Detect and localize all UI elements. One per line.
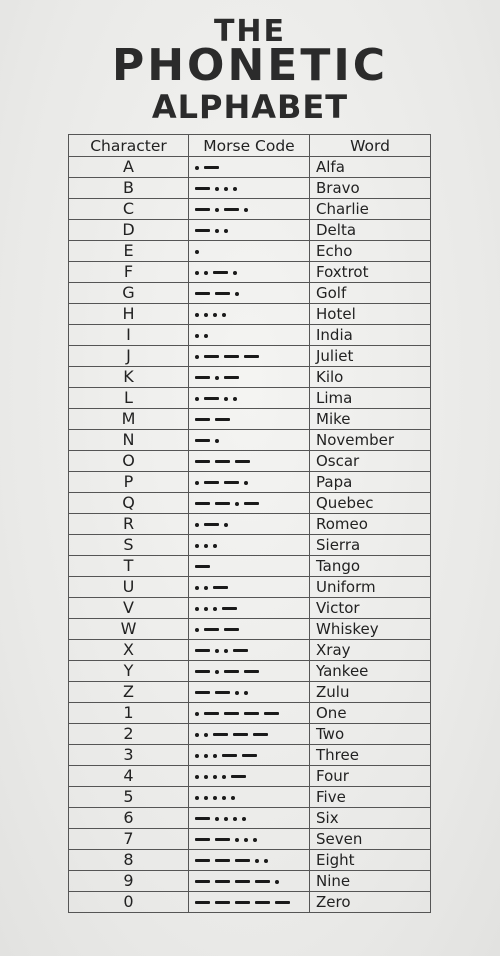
morse-dash-icon — [215, 418, 230, 421]
word-cell: One — [310, 703, 431, 724]
morse-dash-icon — [195, 418, 210, 421]
morse-dash-icon — [213, 586, 228, 589]
morse-dot-icon — [231, 796, 235, 800]
morse-code-cell — [189, 388, 310, 409]
morse-dash-icon — [215, 838, 230, 841]
word-cell: Seven — [310, 829, 431, 850]
table-row — [69, 745, 431, 766]
morse-dash-icon — [215, 292, 230, 295]
table-row — [69, 808, 431, 829]
morse-code-cell — [189, 556, 310, 577]
morse-dash-icon — [244, 670, 259, 673]
morse-dash-icon — [224, 355, 239, 358]
morse-code-cell — [189, 325, 310, 346]
table-row — [69, 535, 431, 556]
character-cell: O — [69, 451, 189, 472]
character-cell: 2 — [69, 724, 189, 745]
morse-dot-icon — [213, 754, 217, 758]
morse-dash-icon — [204, 166, 219, 169]
word-cell: Quebec — [310, 493, 431, 514]
morse-dot-icon — [213, 544, 217, 548]
title-line-2: PHONETIC — [111, 40, 389, 91]
word-cell: Whiskey — [310, 619, 431, 640]
morse-dash-icon — [222, 754, 237, 757]
morse-code-cell — [189, 514, 310, 535]
word-cell: Juliet — [310, 346, 431, 367]
morse-dash-icon — [244, 712, 259, 715]
morse-code-cell — [189, 493, 310, 514]
character-cell: H — [69, 304, 189, 325]
morse-dash-icon — [213, 733, 228, 736]
word-cell: Golf — [310, 283, 431, 304]
morse-dot-icon — [204, 733, 208, 737]
morse-dash-icon — [195, 187, 210, 190]
morse-dash-icon — [204, 523, 219, 526]
morse-dot-icon — [235, 691, 239, 695]
morse-code-cell — [189, 157, 310, 178]
morse-code-cell — [189, 598, 310, 619]
morse-code-cell — [189, 535, 310, 556]
word-cell: Papa — [310, 472, 431, 493]
header-word: Word — [310, 135, 431, 157]
word-cell: Mike — [310, 409, 431, 430]
morse-dot-icon — [213, 775, 217, 779]
table-row — [69, 451, 431, 472]
header-morse-code: Morse Code — [189, 135, 310, 157]
morse-dot-icon — [195, 544, 199, 548]
character-cell: 3 — [69, 745, 189, 766]
morse-dot-icon — [204, 586, 208, 590]
word-cell: Lima — [310, 388, 431, 409]
morse-dash-icon — [195, 691, 210, 694]
morse-dash-icon — [195, 838, 210, 841]
morse-dot-icon — [244, 691, 248, 695]
morse-dot-icon — [233, 397, 237, 401]
morse-dash-icon — [215, 460, 230, 463]
morse-dot-icon — [215, 208, 219, 212]
morse-code-cell — [189, 619, 310, 640]
table-row — [69, 556, 431, 577]
morse-dot-icon — [215, 439, 219, 443]
title-line-3: ALPHABET — [151, 88, 349, 126]
character-cell: Z — [69, 682, 189, 703]
morse-dot-icon — [222, 775, 226, 779]
character-cell: 1 — [69, 703, 189, 724]
character-cell: 9 — [69, 871, 189, 892]
morse-dash-icon — [275, 901, 290, 904]
table-row — [69, 430, 431, 451]
morse-dot-icon — [215, 376, 219, 380]
morse-code-cell — [189, 682, 310, 703]
character-cell: 4 — [69, 766, 189, 787]
word-cell: Kilo — [310, 367, 431, 388]
word-cell: Alfa — [310, 157, 431, 178]
morse-code-cell — [189, 220, 310, 241]
morse-dash-icon — [213, 271, 228, 274]
word-cell: Echo — [310, 241, 431, 262]
morse-dot-icon — [224, 229, 228, 233]
morse-dot-icon — [213, 313, 217, 317]
morse-code-cell — [189, 724, 310, 745]
morse-dash-icon — [244, 355, 259, 358]
word-cell: Three — [310, 745, 431, 766]
morse-dash-icon — [195, 208, 210, 211]
morse-dash-icon — [253, 733, 268, 736]
morse-dot-icon — [195, 796, 199, 800]
morse-dash-icon — [195, 565, 210, 568]
table-row — [69, 766, 431, 787]
word-cell: Two — [310, 724, 431, 745]
morse-dash-icon — [242, 754, 257, 757]
morse-dot-icon — [204, 334, 208, 338]
morse-code-cell — [189, 745, 310, 766]
word-cell: Oscar — [310, 451, 431, 472]
morse-dash-icon — [204, 397, 219, 400]
character-cell: 0 — [69, 892, 189, 913]
morse-dash-icon — [235, 901, 250, 904]
morse-code-cell — [189, 892, 310, 913]
morse-dash-icon — [231, 775, 246, 778]
morse-dot-icon — [235, 292, 239, 296]
morse-dot-icon — [224, 187, 228, 191]
morse-dot-icon — [224, 649, 228, 653]
morse-dot-icon — [195, 712, 199, 716]
word-cell: Victor — [310, 598, 431, 619]
morse-dot-icon — [215, 229, 219, 233]
morse-code-cell — [189, 703, 310, 724]
morse-code-cell — [189, 661, 310, 682]
table-row — [69, 367, 431, 388]
morse-dot-icon — [235, 502, 239, 506]
character-cell: E — [69, 241, 189, 262]
morse-dot-icon — [233, 817, 237, 821]
morse-code-cell — [189, 787, 310, 808]
morse-code-cell — [189, 367, 310, 388]
character-cell: 8 — [69, 850, 189, 871]
header-character: Character — [69, 135, 189, 157]
title-line-1: THE — [213, 14, 287, 49]
morse-code-cell — [189, 829, 310, 850]
character-cell: L — [69, 388, 189, 409]
table-row — [69, 241, 431, 262]
morse-dash-icon — [195, 229, 210, 232]
word-cell: Xray — [310, 640, 431, 661]
character-cell: T — [69, 556, 189, 577]
word-cell: Bravo — [310, 178, 431, 199]
word-cell: Hotel — [310, 304, 431, 325]
morse-dot-icon — [235, 838, 239, 842]
word-cell: Zulu — [310, 682, 431, 703]
morse-dot-icon — [195, 733, 199, 737]
table-row — [69, 283, 431, 304]
morse-code-cell — [189, 850, 310, 871]
morse-dot-icon — [195, 271, 199, 275]
morse-dot-icon — [195, 607, 199, 611]
morse-dot-icon — [224, 397, 228, 401]
morse-dash-icon — [264, 712, 279, 715]
table-row — [69, 577, 431, 598]
table-row — [69, 619, 431, 640]
character-cell: V — [69, 598, 189, 619]
morse-dot-icon — [215, 187, 219, 191]
table-row — [69, 472, 431, 493]
morse-dash-icon — [255, 880, 270, 883]
table-row — [69, 514, 431, 535]
phonetic-alphabet-table — [68, 134, 431, 913]
word-cell: November — [310, 430, 431, 451]
character-cell: D — [69, 220, 189, 241]
morse-dot-icon — [264, 859, 268, 863]
character-cell: A — [69, 157, 189, 178]
table-header-row — [69, 135, 431, 157]
word-cell: Charlie — [310, 199, 431, 220]
morse-dot-icon — [255, 859, 259, 863]
morse-dot-icon — [224, 817, 228, 821]
morse-dash-icon — [195, 817, 210, 820]
character-cell: X — [69, 640, 189, 661]
morse-dot-icon — [215, 817, 219, 821]
table-row — [69, 304, 431, 325]
morse-dot-icon — [275, 880, 279, 884]
character-cell: K — [69, 367, 189, 388]
morse-dash-icon — [224, 628, 239, 631]
morse-dot-icon — [204, 271, 208, 275]
table-row — [69, 871, 431, 892]
morse-code-cell — [189, 283, 310, 304]
morse-dot-icon — [213, 607, 217, 611]
morse-dot-icon — [195, 355, 199, 359]
morse-dot-icon — [213, 796, 217, 800]
word-cell: Tango — [310, 556, 431, 577]
word-cell: Nine — [310, 871, 431, 892]
character-cell: W — [69, 619, 189, 640]
character-cell: Y — [69, 661, 189, 682]
table-row — [69, 346, 431, 367]
morse-code-cell — [189, 178, 310, 199]
morse-code-cell — [189, 808, 310, 829]
morse-dot-icon — [253, 838, 257, 842]
character-cell: Q — [69, 493, 189, 514]
morse-dot-icon — [204, 607, 208, 611]
morse-dash-icon — [195, 859, 210, 862]
table-row — [69, 220, 431, 241]
character-cell: G — [69, 283, 189, 304]
character-cell: F — [69, 262, 189, 283]
table-row — [69, 892, 431, 913]
morse-code-cell — [189, 409, 310, 430]
morse-dot-icon — [195, 523, 199, 527]
table-row — [69, 703, 431, 724]
morse-dot-icon — [195, 586, 199, 590]
table-row — [69, 388, 431, 409]
morse-dash-icon — [235, 460, 250, 463]
morse-dash-icon — [215, 502, 230, 505]
morse-dot-icon — [204, 754, 208, 758]
table-row — [69, 325, 431, 346]
morse-dot-icon — [195, 775, 199, 779]
character-cell: 5 — [69, 787, 189, 808]
morse-dash-icon — [222, 607, 237, 610]
morse-dot-icon — [204, 796, 208, 800]
morse-dot-icon — [195, 313, 199, 317]
morse-dash-icon — [215, 691, 230, 694]
morse-code-cell — [189, 871, 310, 892]
morse-dash-icon — [224, 376, 239, 379]
table-row — [69, 409, 431, 430]
table-row — [69, 262, 431, 283]
morse-dot-icon — [195, 334, 199, 338]
character-cell: P — [69, 472, 189, 493]
morse-dash-icon — [233, 649, 248, 652]
morse-dash-icon — [235, 859, 250, 862]
morse-dot-icon — [215, 649, 219, 653]
morse-code-cell — [189, 241, 310, 262]
table-row — [69, 178, 431, 199]
morse-code-cell — [189, 430, 310, 451]
morse-dash-icon — [204, 712, 219, 715]
table-row — [69, 724, 431, 745]
character-cell: J — [69, 346, 189, 367]
morse-dot-icon — [204, 544, 208, 548]
character-cell: 6 — [69, 808, 189, 829]
morse-dash-icon — [195, 670, 210, 673]
morse-dot-icon — [233, 271, 237, 275]
morse-dot-icon — [195, 397, 199, 401]
morse-dash-icon — [224, 670, 239, 673]
morse-dot-icon — [224, 523, 228, 527]
morse-dash-icon — [195, 880, 210, 883]
morse-dot-icon — [195, 481, 199, 485]
word-cell: Eight — [310, 850, 431, 871]
word-cell: Sierra — [310, 535, 431, 556]
morse-dot-icon — [244, 838, 248, 842]
word-cell: Romeo — [310, 514, 431, 535]
character-cell: R — [69, 514, 189, 535]
morse-dot-icon — [233, 187, 237, 191]
table-row — [69, 787, 431, 808]
morse-dot-icon — [222, 796, 226, 800]
morse-dot-icon — [195, 628, 199, 632]
morse-dash-icon — [215, 901, 230, 904]
word-cell: Foxtrot — [310, 262, 431, 283]
table-row — [69, 829, 431, 850]
morse-dash-icon — [215, 859, 230, 862]
morse-code-cell — [189, 577, 310, 598]
table-row — [69, 850, 431, 871]
word-cell: Five — [310, 787, 431, 808]
morse-dash-icon — [195, 460, 210, 463]
character-cell: U — [69, 577, 189, 598]
morse-dot-icon — [204, 313, 208, 317]
table-row — [69, 640, 431, 661]
word-cell: India — [310, 325, 431, 346]
morse-dash-icon — [204, 355, 219, 358]
morse-dash-icon — [195, 376, 210, 379]
morse-dash-icon — [215, 880, 230, 883]
morse-dash-icon — [233, 733, 248, 736]
word-cell: Yankee — [310, 661, 431, 682]
morse-dash-icon — [204, 628, 219, 631]
word-cell: Uniform — [310, 577, 431, 598]
character-cell: B — [69, 178, 189, 199]
morse-code-cell — [189, 472, 310, 493]
table-row — [69, 598, 431, 619]
morse-dot-icon — [195, 166, 199, 170]
morse-code-cell — [189, 766, 310, 787]
character-cell: S — [69, 535, 189, 556]
character-cell: M — [69, 409, 189, 430]
morse-dash-icon — [235, 880, 250, 883]
morse-code-cell — [189, 451, 310, 472]
morse-dot-icon — [204, 775, 208, 779]
table-row — [69, 661, 431, 682]
character-cell: 7 — [69, 829, 189, 850]
word-cell: Zero — [310, 892, 431, 913]
morse-dot-icon — [242, 817, 246, 821]
morse-code-cell — [189, 199, 310, 220]
character-cell: N — [69, 430, 189, 451]
table-row — [69, 157, 431, 178]
table-row — [69, 493, 431, 514]
morse-dot-icon — [215, 670, 219, 674]
morse-dash-icon — [195, 292, 210, 295]
character-cell: I — [69, 325, 189, 346]
word-cell: Delta — [310, 220, 431, 241]
morse-code-cell — [189, 304, 310, 325]
morse-dash-icon — [224, 481, 239, 484]
character-cell: C — [69, 199, 189, 220]
morse-dot-icon — [195, 754, 199, 758]
table-body — [69, 157, 431, 913]
morse-dash-icon — [255, 901, 270, 904]
morse-dot-icon — [244, 481, 248, 485]
morse-dash-icon — [195, 901, 210, 904]
table-row — [69, 682, 431, 703]
morse-dash-icon — [204, 481, 219, 484]
morse-dot-icon — [222, 313, 226, 317]
morse-dash-icon — [224, 712, 239, 715]
morse-dash-icon — [195, 439, 210, 442]
morse-code-cell — [189, 346, 310, 367]
word-cell: Four — [310, 766, 431, 787]
morse-code-cell — [189, 640, 310, 661]
morse-code-cell — [189, 262, 310, 283]
morse-dash-icon — [195, 502, 210, 505]
morse-dot-icon — [195, 250, 199, 254]
table-row — [69, 199, 431, 220]
morse-dash-icon — [195, 649, 210, 652]
morse-dot-icon — [244, 208, 248, 212]
morse-dash-icon — [244, 502, 259, 505]
morse-dash-icon — [224, 208, 239, 211]
word-cell: Six — [310, 808, 431, 829]
